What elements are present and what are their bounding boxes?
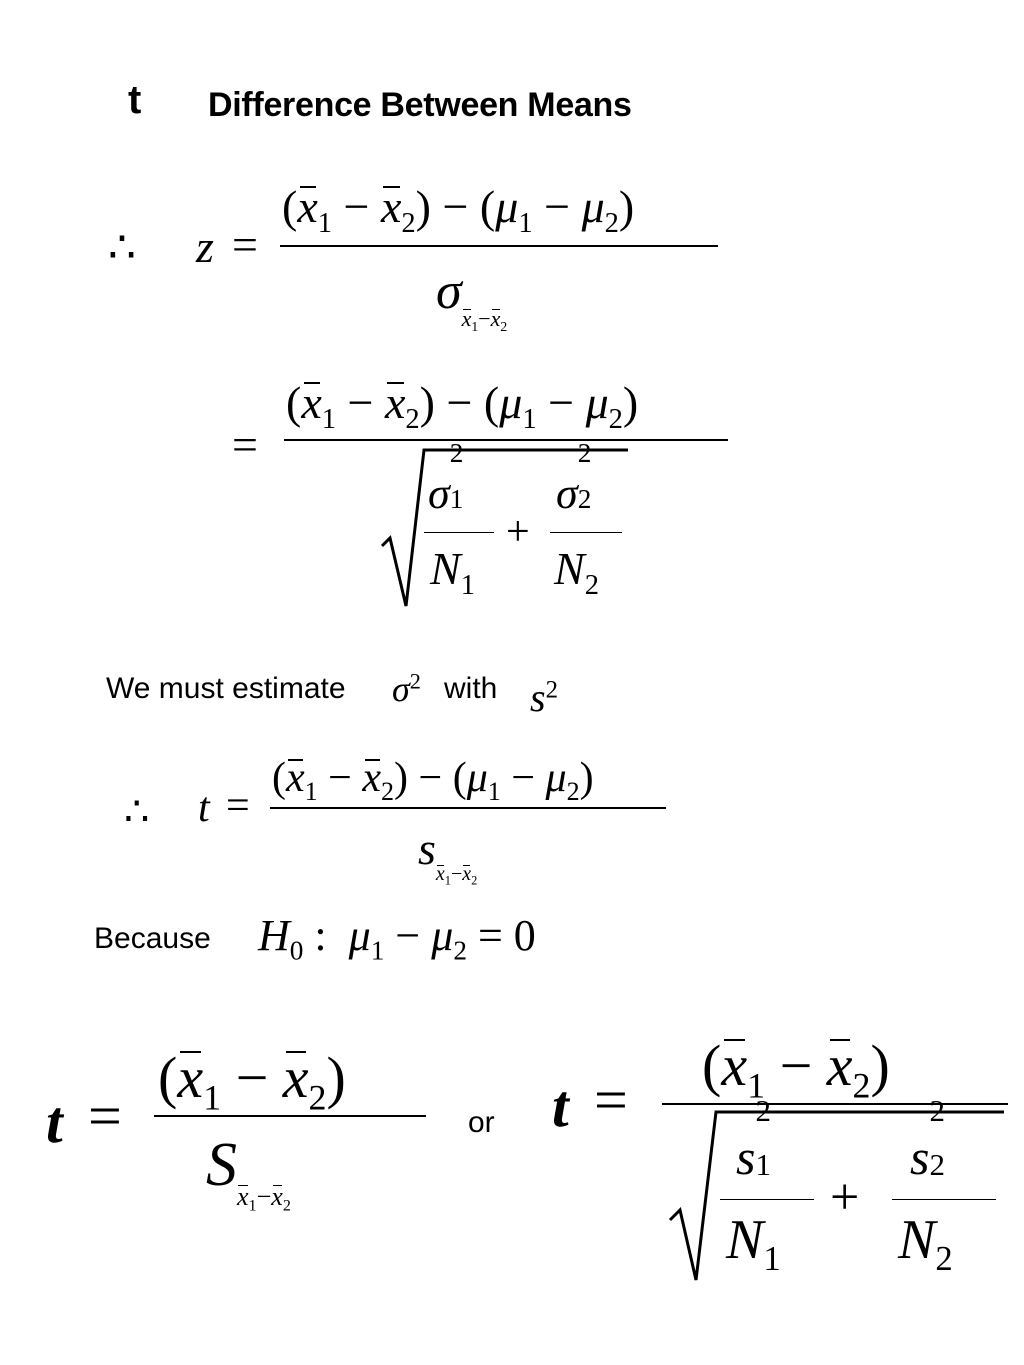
t-pooled-fraction-bar [662,1103,1008,1105]
expanded-fraction-bar [284,439,728,441]
expanded-numerator: $(x_1 - x_2) - (\mu_1 - \mu_2)$ [286,377,639,435]
plus-sign: + [506,509,530,555]
equation-z-expanded [0,360,1024,620]
frac2-bar [892,1199,996,1200]
plus-sign: + [830,1169,860,1226]
equation-z [0,0,1024,340]
t-simple-numerator: $(x_1 - x_2)$ [158,1045,346,1118]
t-simple-denominator: $S_{x_1-x_2}$ [206,1131,291,1215]
because-text: Because [94,922,211,955]
t-numerator: $(x_1 - x_2) - (\mu_1 - \mu_2)$ [272,755,594,807]
equation-t-estimate [0,740,1024,900]
sigma2-squared: σ 2 2 [556,438,592,518]
equals-sign: = [232,219,258,270]
equals-sign: = [594,1067,628,1133]
N2: $N_2$ [554,543,599,601]
with-text: with [444,672,498,705]
sigma-squared: $\sigma^2$ [392,668,421,709]
frac2-bar [550,532,622,533]
frac1-bar [720,1199,814,1200]
equation-t-simple [0,1030,460,1220]
t-symbol: t [552,1073,569,1139]
s-squared: $s^2$ [530,675,558,720]
page-title: Difference Between Means [208,86,632,124]
N2: $N_2$ [898,1209,953,1279]
z-numerator: $(x_1 - x_2) - (\mu_1 - \mu_2)$ [282,181,635,239]
t-symbol: t [198,785,210,831]
t-label: t [128,78,142,122]
therefore-symbol: ∴ [124,789,150,834]
or-label: or [468,1106,495,1139]
z-fraction-bar [280,245,718,247]
t-pooled-numerator: $(x_1 - x_2)$ [702,1033,890,1106]
estimate-text: We must estimate [106,672,346,705]
frac1-bar [424,532,494,533]
t-symbol: t [46,1089,63,1155]
equation-t-pooled [540,1030,1020,1330]
z-denominator: $\sigma_{x_1-x_2}$ [436,263,508,334]
s1-squared: s 1 2 [736,1093,771,1185]
z-symbol: z [196,221,214,272]
t-fraction-bar [270,807,666,809]
N1: $N_1$ [726,1209,781,1279]
t-simple-fraction-bar [154,1115,426,1117]
N1: $N_1$ [430,543,475,601]
equals-sign: = [232,419,258,470]
therefore-symbol: ∴ [108,223,136,272]
s2-squared: s 2 2 [910,1093,945,1185]
t-denominator: $s_{x_1-x_2}$ [418,823,478,888]
equals-sign: = [226,783,250,829]
sigma1-squared: σ 1 2 [428,438,464,518]
null-hypothesis: $H_0$ : $\mu_1 - \mu_2 = 0$ [258,911,536,966]
equals-sign: = [88,1083,122,1149]
